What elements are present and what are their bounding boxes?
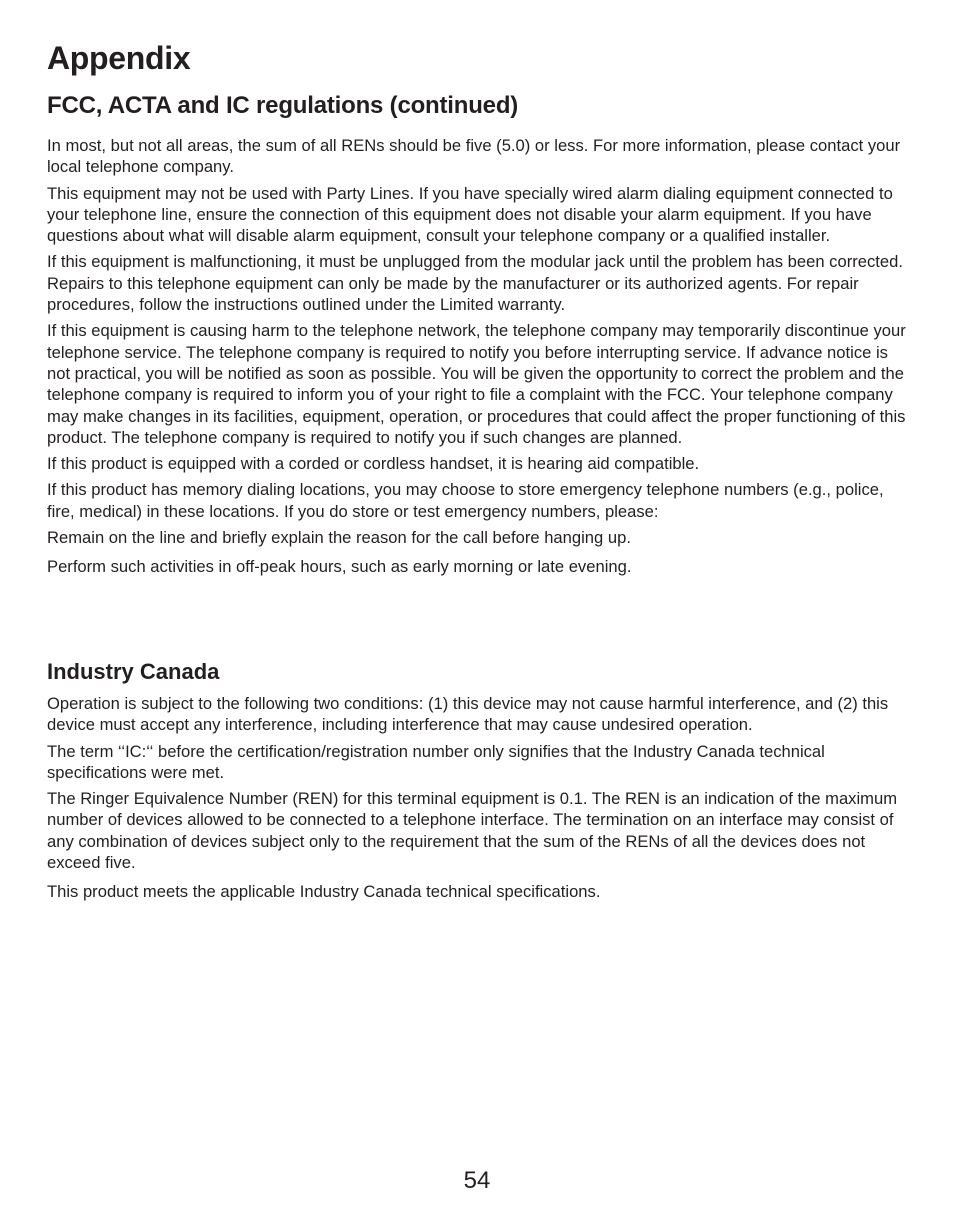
paragraph-meets-specs: This product meets the applicable Industry Canada technical specifications. xyxy=(47,882,601,902)
section-title-industry-canada: Industry Canada xyxy=(47,659,220,684)
paragraph-malfunction: If this equipment is malfunctioning, it must be unplugged from the modular jack until the problem has been corrected. Repairs to this telephone equipment can only be made by the manufacturer or its authorized agents. For repair procedures, follow the instructions outlined under the Limited warranty. xyxy=(47,252,903,315)
paragraph-party-lines: This equipment may not be used with Party Lines. If you have specially wired alarm dialing equipment connected to your telephone line, ensure the connection of this equipment does not disable your alarm equipment. If you have questions about what will disable alarm equipment, consult your telephone company or a qualified installer. xyxy=(47,183,893,246)
page-title: Appendix xyxy=(47,40,191,76)
paragraph-ic-term: The term ‘‘IC:‘‘ before the certification/registration number only signifies that the Industry Canada technical specifications were met. xyxy=(47,741,825,782)
paragraph-network-harm: If this equipment is causing harm to the telephone network, the telephone company may temporarily discontinue your telephone service. The telephone company is required to notify you before interrupting service. If advance notice is not practical, you will be notified as soon as possible. You will be given the opportunity to correct the problem and the telephone company is required to inform you of your right to file a complaint with the FCC. Your telephone company may make changes in its facilities, equipment, operation, or procedures that could affect the proper functioning of this product. The telephone company is required to notify you if such changes are planned. xyxy=(47,321,906,447)
paragraph-ren-value: The Ringer Equivalence Number (REN) for this terminal equipment is 0.1. The REN is an indication of the maximum number of devices allowed to be connected to a telephone interface. The termination on an interface may consist of any combination of devices subject only to the requirement that the sum of the RENs of all the devices does not exceed five. xyxy=(47,789,898,873)
section-title-fcc: FCC, ACTA and IC regulations (continued) xyxy=(47,92,519,119)
paragraph-off-peak: Perform such activities in off-peak hours, such as early morning or late evening. xyxy=(47,557,632,577)
paragraph-memory-dialing: If this product has memory dialing locations, you may choose to store emergency telephone numbers (e.g., police, fire, medical) in these locations. If you do store or test emergency numbers, please: xyxy=(47,480,884,521)
paragraph-hearing-aid: If this product is equipped with a corded or cordless handset, it is hearing aid compatible. xyxy=(47,454,700,474)
industry-canada-body xyxy=(47,693,907,903)
fcc-body xyxy=(47,135,907,578)
paragraph-operation-conditions: Operation is subject to the following two conditions: (1) this device may not cause harmful interference, and (2) this device must accept any interference, including interference that may cause undesired operation. xyxy=(47,694,889,735)
paragraph-ren-sum: In most, but not all areas, the sum of all RENs should be five (5.0) or less. For more information, please contact your local telephone company. xyxy=(47,136,901,177)
page-number: 54 xyxy=(463,1167,491,1194)
paragraph-remain-on-line: Remain on the line and briefly explain the reason for the call before hanging up. xyxy=(47,528,631,548)
